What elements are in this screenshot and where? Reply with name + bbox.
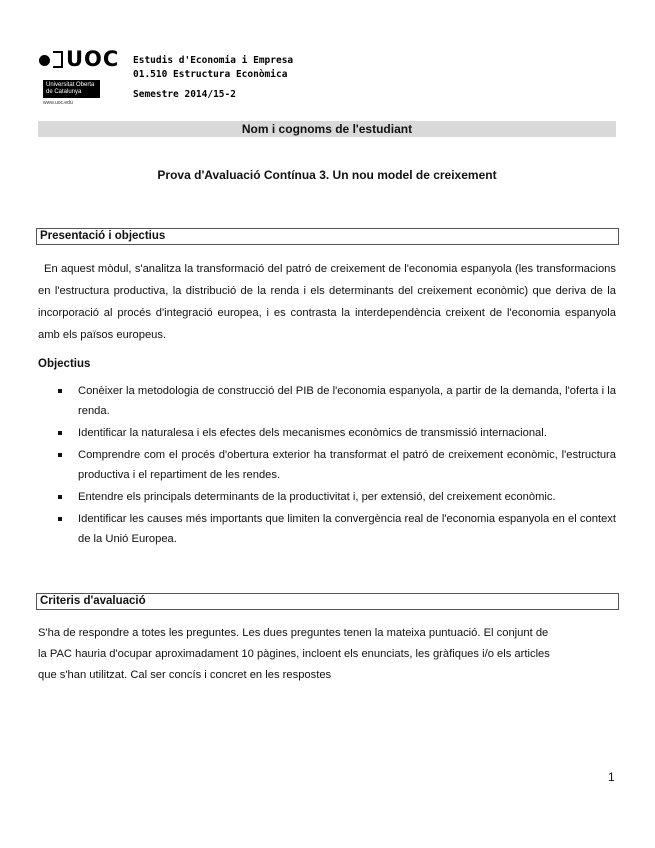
list-item: Identificar les causes més importants que limiten la convergència real de l'economia espanyola en el context de la Unió Europea.: [56, 509, 616, 549]
bullet-icon: [58, 453, 62, 457]
header-course: 01.510 Estructura Econòmica: [133, 69, 288, 80]
bullet-icon: [58, 389, 62, 393]
list-item: Entendre els principals determinants de la productivitat i, per extensió, del creixement econòmic.: [56, 487, 616, 507]
student-name-bar: Nom i cognoms de l'estudiant: [38, 121, 616, 137]
bullet-icon: [58, 431, 62, 435]
bullet-icon: [58, 495, 62, 499]
page-number: 1: [608, 770, 615, 784]
uoc-wordmark: UOC: [66, 47, 120, 71]
section-criteria-heading: Criteris d'avaluació: [36, 593, 619, 610]
presentation-paragraph: En aquest mòdul, s'analitza la transformació del patró de creixement de l'economia espanyola (les transformacions en l'estructura productiva, la distribució de la renda i els determinants del creixement econòmic) que deriva de la incorporació al procés d'integració europea, i es contrasta la interdependència creixent de l'economia espanyola amb els països europeus.: [38, 263, 616, 341]
objectives-list: [56, 381, 616, 551]
uoc-banner: [43, 80, 100, 98]
list-item: Identificar la naturalesa i els efectes dels mecanismes econòmics de transmissió internacional.: [56, 423, 616, 443]
assignment-title: Prova d'Avaluació Contínua 3. Un nou model de creixement: [157, 168, 497, 182]
section-presentation-heading: Presentació i objectius: [36, 228, 619, 245]
list-item: Comprendre com el procés d'obertura exterior ha transformat el patró de creixement econòmic, l'estructura productiva i el repartiment de les rendes.: [56, 445, 616, 485]
uoc-banner-line2: de Catalunya: [46, 89, 82, 95]
uoc-banner-line1: Universitat Oberta: [46, 82, 95, 88]
list-item: Conèixer la metodologia de construcció del PIB de l'economia espanyola, a partir de la demanda, l'oferta i la renda.: [56, 381, 616, 421]
header-semester: Semestre 2014/15-2: [133, 89, 236, 100]
uoc-url: www.uoc.edu: [43, 100, 73, 106]
objectives-heading: Objectius: [38, 358, 91, 370]
criteria-line-1: S'ha de respondre a totes les preguntes. Les dues preguntes tenen la mateixa puntuació. El conjunt de: [38, 627, 549, 639]
criteria-line-3: que s'han utilitzat. Cal ser concís i concret en les respostes: [38, 669, 332, 681]
header-faculty: Estudis d'Economia i Empresa: [133, 55, 294, 66]
bullet-icon: [58, 517, 62, 521]
criteria-line-2: la PAC hauria d'ocupar aproximadament 10 pàgines, incloent els enunciats, les gràfiques i/o els articles: [38, 648, 550, 660]
logo-bracket: [53, 51, 63, 68]
logo-dot: [39, 55, 50, 66]
